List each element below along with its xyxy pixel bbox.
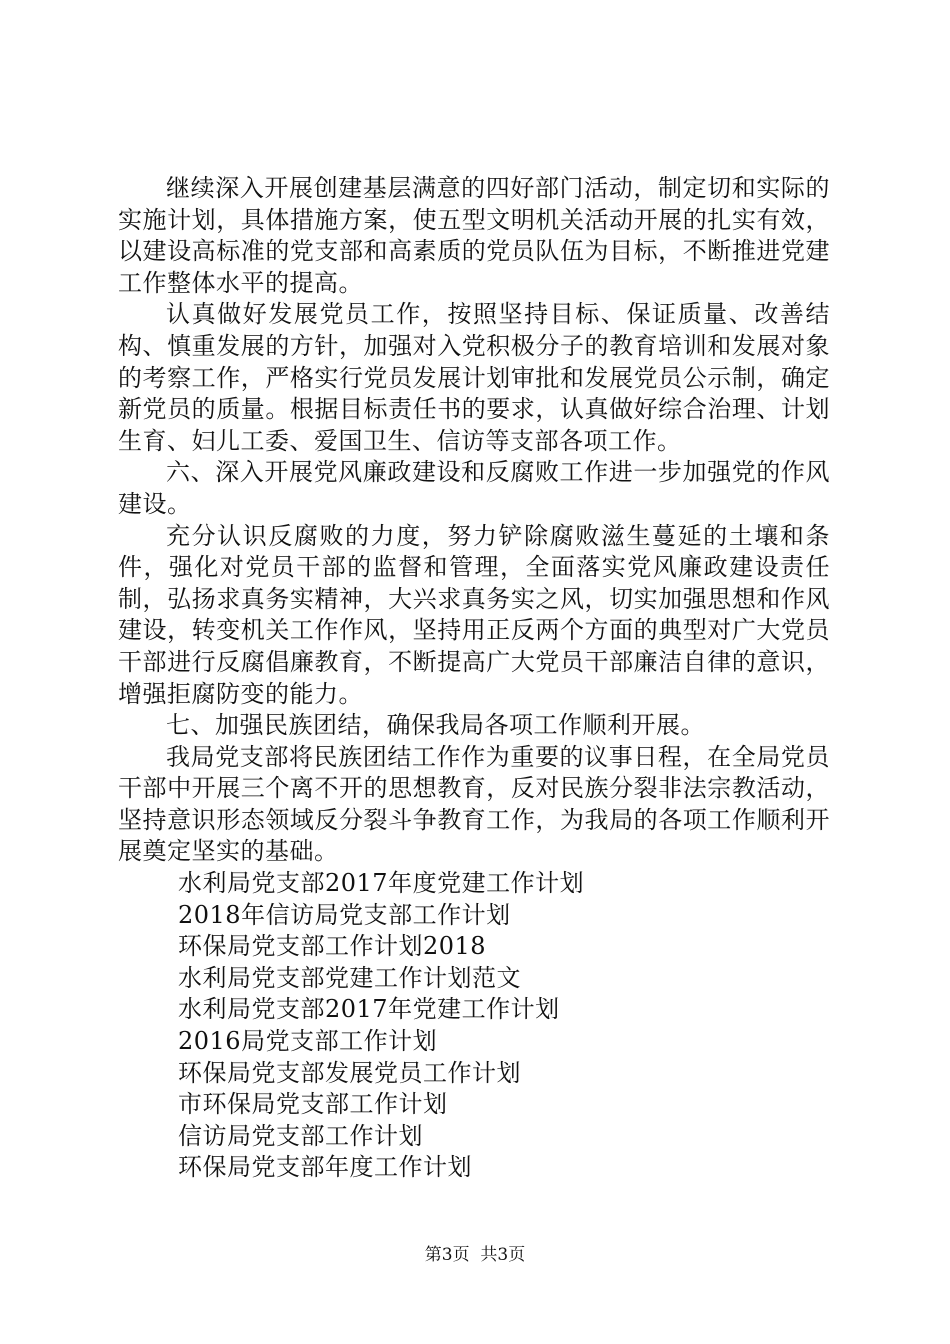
section-heading: 六、深入开展党风廉政建设和反腐败工作进一步加强党的作风建设。 — [118, 458, 830, 518]
section-heading: 七、加强民族团结，确保我局各项工作顺利开展。 — [166, 711, 705, 740]
body-paragraph: 继续深入开展创建基层满意的四好部门活动，制定切和实际的实施计划，具体措施方案，使五型文明机关活动开展的扎实有效，以建设高标准的党支部和高素质的党员队伍为目标，不断推进党建工作整体水平的提高。 — [118, 174, 830, 297]
related-link[interactable]: 2018年信访局党支部工作计划 — [178, 900, 511, 929]
page-number: 第3页 共3页 — [424, 1245, 526, 1265]
related-link[interactable]: 水利局党支部2017年党建工作计划 — [178, 995, 560, 1024]
body-paragraph: 认真做好发展党员工作，按照坚持目标、保证质量、改善结构、慎重发展的方针，加强对入党积极分子的教育培训和发展对象的考察工作，严格实行党员发展计划审批和发展党员公示制，确定新党员的质量。根据目标责任书的要求，认真做好综合治理、计划生育、妇儿工委、爱国卫生、信访等支部各项工作。 — [118, 300, 830, 455]
body-paragraph: 我局党支部将民族团结工作作为重要的议事日程，在全局党员干部中开展三个离不开的思想教育，反对民族分裂非法宗教活动，坚持意识形态领域反分裂斗争教育工作，为我局的各项工作顺利开展奠定坚实的基础。 — [118, 742, 830, 866]
related-link[interactable]: 环保局党支部年度工作计划 — [178, 1153, 472, 1182]
related-link[interactable]: 环保局党支部发展党员工作计划 — [178, 1058, 521, 1087]
related-link[interactable]: 水利局党支部党建工作计划范文 — [178, 963, 521, 992]
related-link[interactable]: 2016局党支部工作计划 — [178, 1027, 438, 1056]
related-link[interactable]: 水利局党支部2017年度党建工作计划 — [178, 869, 585, 898]
page-footer — [0, 1244, 950, 1266]
related-link[interactable]: 信访局党支部工作计划 — [178, 1121, 423, 1150]
related-link[interactable]: 市环保局党支部工作计划 — [178, 1090, 448, 1119]
body-paragraph: 充分认识反腐败的力度，努力铲除腐败滋生蔓延的土壤和条件，强化对党员干部的监督和管理，全面落实党风廉政建设责任制，弘扬求真务实精神，大兴求真务实之风，切实加强思想和作风建设，转变机关工作作风，坚持用正反两个方面的典型对广大党员干部进行反腐倡廉教育，不断提高广大党员干部廉洁自律的意识，增强拒腐防变的能力。 — [118, 521, 830, 708]
document-body — [118, 173, 830, 1184]
related-link[interactable]: 环保局党支部工作计划2018 — [178, 932, 487, 961]
related-links-list — [118, 868, 830, 1184]
